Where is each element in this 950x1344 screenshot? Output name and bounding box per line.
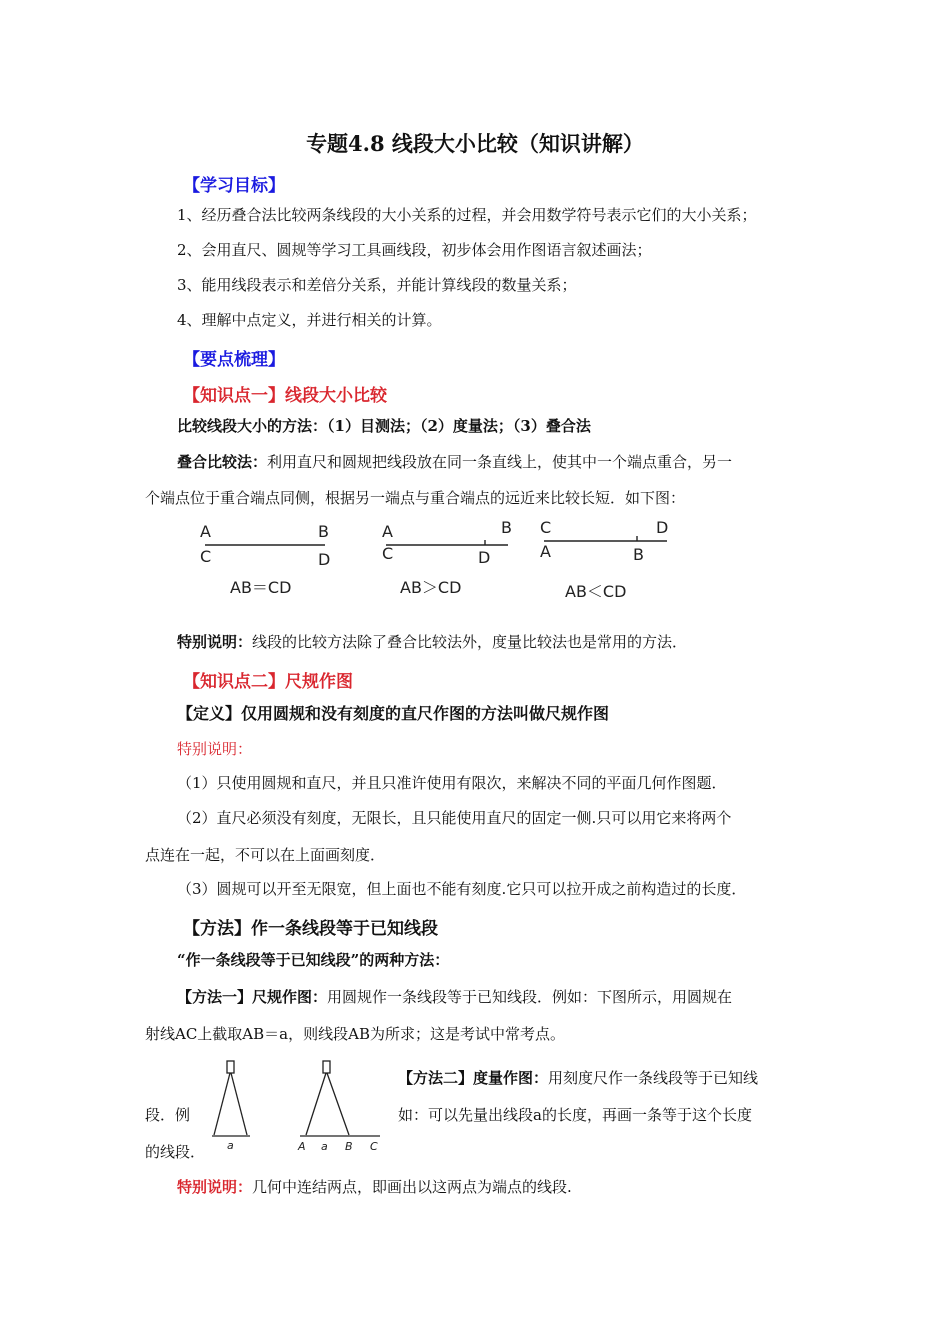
overlay-text-1: 利用直尺和圆规把线段放在同一条直线上，使其中一个端点重合，另一 [267, 453, 733, 471]
method2-left-fragment2: 的线段． [145, 1143, 206, 1161]
compass-figures [200, 1058, 390, 1158]
fig2-relation: AB＞CD [400, 578, 462, 597]
segment-comparison-figures [190, 515, 690, 610]
method-heading: 【方法】作一条线段等于已知线段 [183, 919, 438, 939]
method2-label: 【方法二】度量作图： [398, 1069, 549, 1087]
goal-item-2: 2、会用直尺、圆规等学习工具画线段，初步体会用作图语言叙述画法； [177, 241, 652, 259]
compass2-leg-right [327, 1073, 349, 1135]
fig2-label-a: A [382, 522, 393, 541]
method-note-label: 特别说明： [177, 1178, 253, 1196]
fig1-label-b: B [318, 522, 329, 541]
method-subheading: “作一条线段等于已知线段”的两种方法： [177, 951, 450, 969]
method1-text1: 用圆规作一条线段等于已知线段．例如：下图所示，用圆规在 [327, 988, 733, 1006]
compass2-handle [323, 1061, 330, 1073]
overlay-text-2: 个端点位于重合端点同侧，根据另一端点与重合端点的远近来比较长短．如下图： [145, 489, 686, 507]
kp2-note-1: （1）只使用圆规和直尺，并且只准许使用有限次，来解决不同的平面几何作图题． [177, 774, 727, 792]
fig2-label-c: C [382, 544, 394, 563]
fig3-label-b: B [633, 545, 644, 564]
kp1-methods: 比较线段大小的方法：（1）目测法；（2）度量法；（3）叠合法 [177, 417, 591, 435]
method1-label: 【方法一】尺规作图： [177, 988, 328, 1006]
kp2-note-2: （2）直尺必须没有刻度，无限长，且只能使用直尺的固定一侧.只可以用它来将两个 [177, 809, 732, 827]
fig1-label-c: C [200, 547, 212, 566]
compass1-leg-left [214, 1073, 230, 1135]
fig3-label-a: A [540, 542, 551, 561]
method-note [177, 1177, 572, 1197]
summary-heading: 【要点梳理】 [183, 350, 285, 370]
kp2-definition: 【定义】仅用圆规和没有刻度的直尺作图的方法叫做尺规作图 [177, 704, 610, 723]
compass1-handle [227, 1061, 234, 1073]
kp1-note [177, 632, 687, 652]
kp2-note-3: （3）圆规可以开至无限宽，但上面也不能有刻度.它只可以拉开成之前构造过的长度． [177, 880, 747, 898]
fig3-label-d: D [656, 518, 669, 537]
kp2-heading: 【知识点二】尺规作图 [183, 672, 353, 692]
method2-left-fragment1: 段．例 [145, 1106, 191, 1124]
compass1-leg-right [231, 1073, 247, 1135]
overlay-paragraph-line1 [177, 452, 732, 472]
overlay-label: 叠合比较法： [177, 453, 268, 471]
method1-text2: 射线AC上截取AB＝a，则线段AB为所求；这是考试中常考点。 [145, 1025, 565, 1043]
method2-line1 [398, 1068, 758, 1088]
compass1-label-a: a [227, 1139, 234, 1152]
kp2-note-2b: 点连在一起，不可以在上面画刻度． [145, 846, 386, 864]
ray-label-a-len: a [321, 1140, 328, 1153]
fig1-label-a: A [200, 522, 211, 541]
ray-label-b: B [345, 1140, 353, 1153]
ray-label-c: C [370, 1140, 378, 1153]
kp1-heading: 【知识点一】线段大小比较 [183, 386, 387, 406]
kp1-note-label: 特别说明： [177, 633, 253, 651]
fig2-label-d: D [478, 548, 491, 567]
goal-item-4: 4、理解中点定义，并进行相关的计算。 [177, 311, 442, 329]
fig1-relation: AB＝CD [230, 578, 292, 597]
fig1-label-d: D [318, 550, 331, 569]
method-note-text: 几何中连结两点，即画出以这两点为端点的线段. [252, 1178, 572, 1196]
goal-item-1: 1、经历叠合法比较两条线段的大小关系的过程，并会用数学符号表示它们的大小关系； [177, 206, 757, 224]
fig3-relation: AB＜CD [565, 582, 627, 601]
compass2-leg-left [306, 1073, 326, 1135]
page-title: 专题4.8 线段大小比较（知识讲解） [306, 131, 644, 156]
method2-text2: 如：可以先量出线段a的长度，再画一条等于这个长度 [398, 1106, 752, 1124]
method1-line1 [177, 987, 732, 1007]
kp1-note-text: 线段的比较方法除了叠合比较法外，度量比较法也是常用的方法． [252, 633, 688, 651]
method2-text1: 用刻度尺作一条线段等于已知线 [548, 1069, 759, 1087]
kp2-note-label: 特别说明： [177, 740, 253, 758]
fig2-label-b: B [501, 518, 512, 537]
goal-item-3: 3、能用线段表示和差倍分关系，并能计算线段的数量关系； [177, 276, 577, 294]
ray-label-a: A [298, 1140, 306, 1153]
goals-heading: 【学习目标】 [183, 176, 285, 196]
fig3-label-c: C [540, 518, 552, 537]
